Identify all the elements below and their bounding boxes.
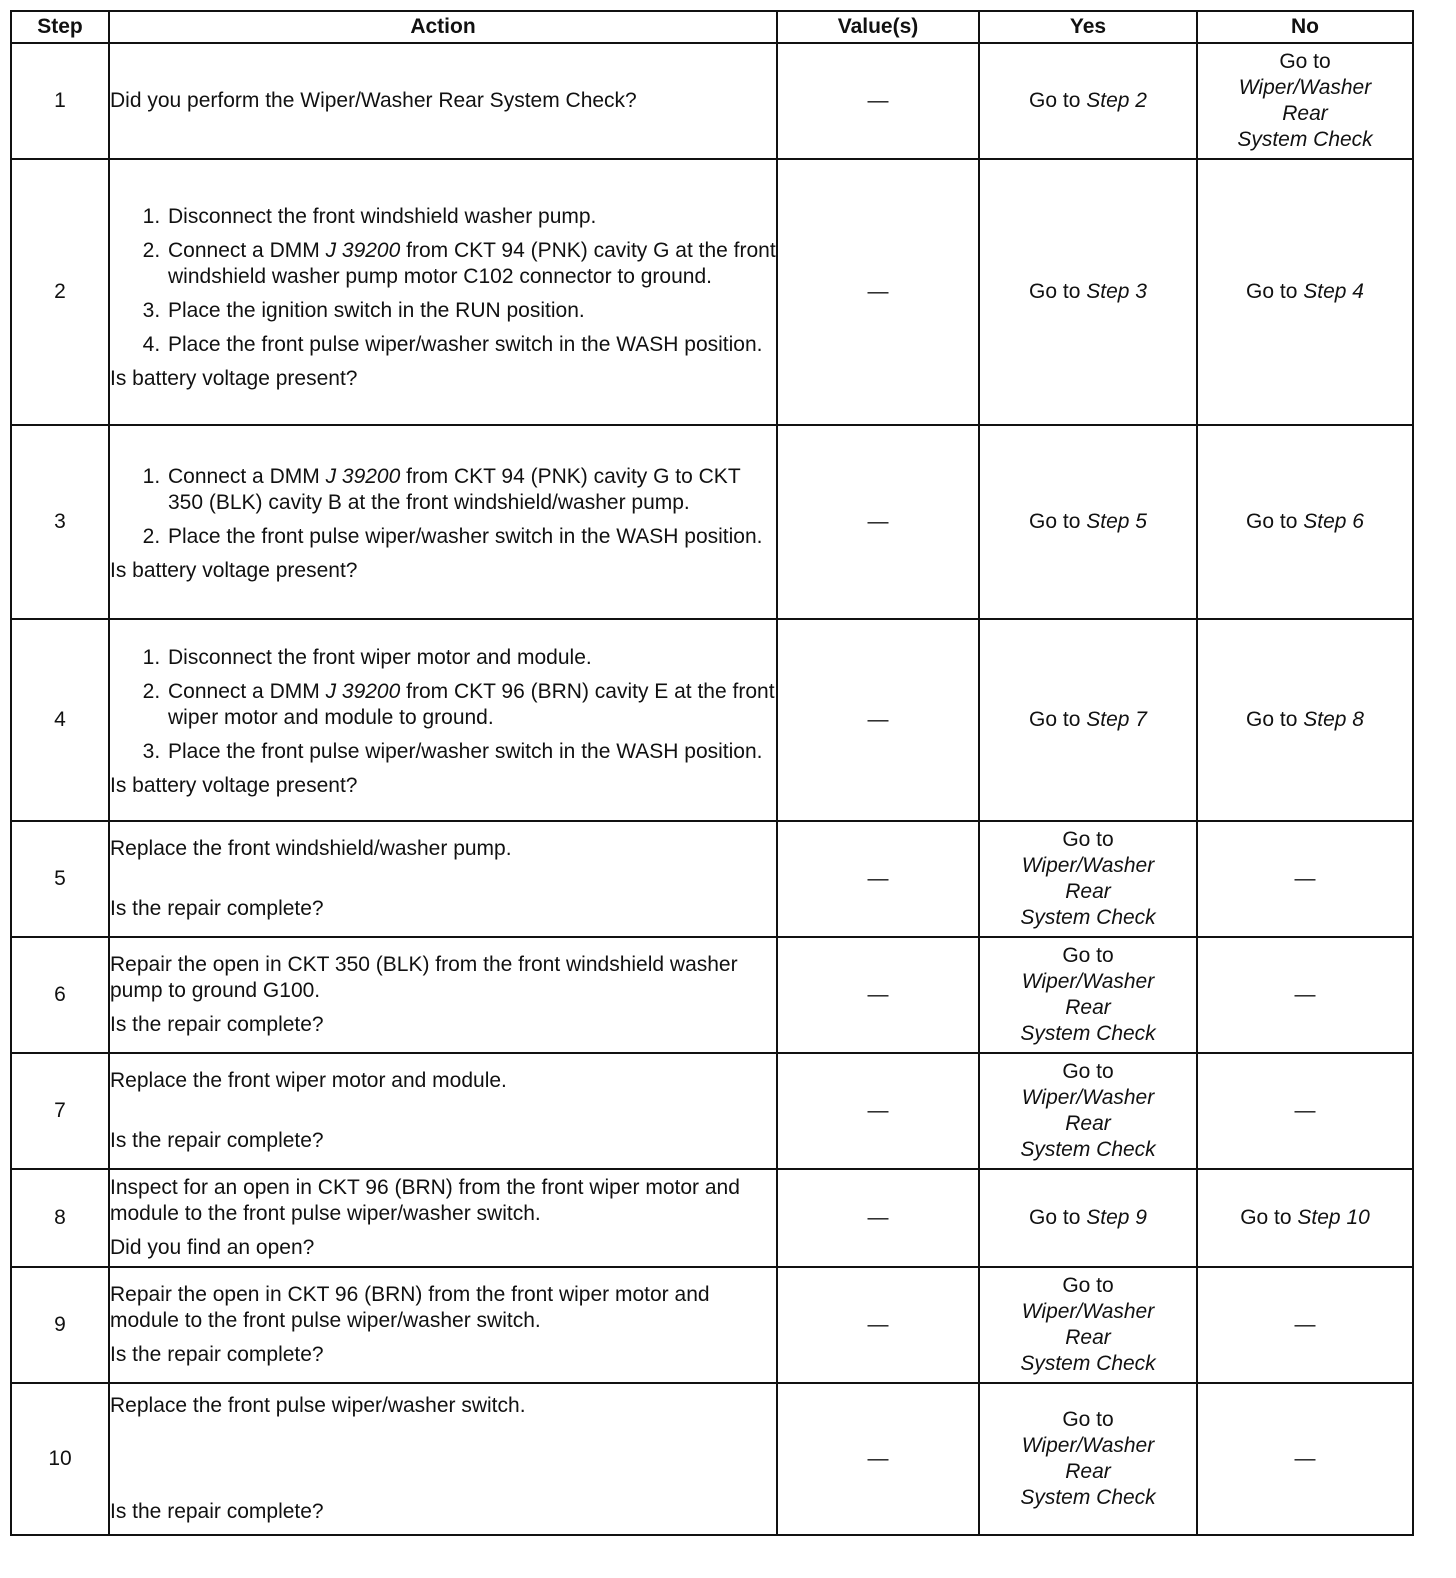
- check-line-3: System Check: [1020, 1352, 1156, 1375]
- goto-step: Step 9: [1086, 1206, 1147, 1229]
- list-item: 2. Place the front pulse wiper/washer switch in the WASH position.: [166, 524, 776, 550]
- action-text: Repair the open in CKT 350 (BLK) from the front windshield washer pump to ground G100.: [110, 953, 738, 1002]
- yes-cell: Go to Wiper/Washer Rear System Check: [979, 1383, 1197, 1535]
- action-text: Replace the front pulse wiper/washer switch.: [110, 1394, 526, 1417]
- check-line-2: Rear: [1065, 996, 1111, 1019]
- no-cell: Go to Step 8: [1197, 619, 1413, 821]
- header-action: Action: [109, 11, 777, 43]
- header-step: Step: [11, 11, 109, 43]
- table-row: [11, 619, 1413, 821]
- action-steps: [110, 464, 776, 550]
- step-number: 4: [11, 619, 109, 821]
- action-cell: [109, 1383, 777, 1535]
- value-cell: —: [777, 1267, 979, 1383]
- list-item: 3. Place the front pulse wiper/washer switch in the WASH position.: [166, 739, 776, 765]
- table-row: [11, 425, 1413, 619]
- check-line-3: System Check: [1020, 1022, 1156, 1045]
- list-item: 1. Disconnect the front wiper motor and module.: [166, 645, 776, 671]
- no-cell: Go to Step 10: [1197, 1169, 1413, 1267]
- action-question: Is battery voltage present?: [110, 559, 358, 582]
- table-row: [11, 821, 1413, 937]
- yes-cell: Go to Wiper/Washer Rear System Check: [979, 821, 1197, 937]
- table-row: [11, 1169, 1413, 1267]
- list-item: 3. Place the ignition switch in the RUN position.: [166, 298, 776, 324]
- step-number: 8: [11, 1169, 109, 1267]
- table-row: [11, 1383, 1413, 1535]
- no-cell: —: [1197, 821, 1413, 937]
- action-steps: [110, 204, 776, 358]
- action-cell: [109, 43, 777, 159]
- table-row: [11, 1267, 1413, 1383]
- yes-cell: Go to Step 9: [979, 1169, 1197, 1267]
- goto-step: Step 4: [1303, 280, 1364, 303]
- step-number: 10: [11, 1383, 109, 1535]
- header-values: Value(s): [777, 11, 979, 43]
- action-text: Repair the open in CKT 96 (BRN) from the front wiper motor and module to the front pulse wiper/washer switch.: [110, 1283, 710, 1332]
- value-cell: —: [777, 159, 979, 425]
- step-number: 3: [11, 425, 109, 619]
- value-cell: —: [777, 1169, 979, 1267]
- yes-cell: Go to Wiper/Washer Rear System Check: [979, 1267, 1197, 1383]
- no-cell: [1197, 43, 1413, 159]
- action-cell: [109, 1053, 777, 1169]
- step-number: 9: [11, 1267, 109, 1383]
- action-question: Is battery voltage present?: [110, 774, 358, 797]
- check-line-1: Wiper/Washer: [1021, 854, 1155, 877]
- check-line-3: System Check: [1020, 1486, 1156, 1509]
- no-cell: Go to Step 4: [1197, 159, 1413, 425]
- step-number: 1: [11, 43, 109, 159]
- action-question: Is battery voltage present?: [110, 367, 358, 390]
- goto-step: Step 2: [1086, 89, 1147, 112]
- check-line-2: Rear: [1065, 1326, 1111, 1349]
- action-question: Is the repair complete?: [110, 1500, 324, 1523]
- check-line-1: Wiper/Washer: [1238, 76, 1372, 99]
- list-item: 4. Place the front pulse wiper/washer switch in the WASH position.: [166, 332, 776, 358]
- check-line-2: Rear: [1065, 1460, 1111, 1483]
- value-cell: —: [777, 425, 979, 619]
- no-cell: —: [1197, 1053, 1413, 1169]
- value-cell: —: [777, 1053, 979, 1169]
- step-number: 2: [11, 159, 109, 425]
- yes-cell: Go to Wiper/Washer Rear System Check: [979, 1053, 1197, 1169]
- yes-cell: Go to Step 5: [979, 425, 1197, 619]
- action-text: Did you perform the Wiper/Washer Rear System Check?: [110, 89, 637, 112]
- list-item: 2. Connect a DMM J 39200 from CKT 94 (PNK) cavity G at the front windshield washer pump motor C102 connector to ground.: [166, 238, 776, 290]
- value-cell: —: [777, 619, 979, 821]
- check-line-1: Wiper/Washer: [1021, 970, 1155, 993]
- action-cell: [109, 821, 777, 937]
- action-cell: [109, 1267, 777, 1383]
- no-cell: —: [1197, 1383, 1413, 1535]
- yes-cell: Go to Step 7: [979, 619, 1197, 821]
- goto-step: Step 7: [1086, 708, 1147, 731]
- check-line-2: Rear: [1065, 1112, 1111, 1135]
- header-row: [11, 11, 1413, 43]
- action-cell: [109, 619, 777, 821]
- goto-step: Step 6: [1303, 510, 1364, 533]
- no-cell: Go to Step 6: [1197, 425, 1413, 619]
- list-item: 1. Disconnect the front windshield washer pump.: [166, 204, 776, 230]
- table-row: [11, 937, 1413, 1053]
- goto-step: Step 8: [1303, 708, 1364, 731]
- check-line-1: Wiper/Washer: [1021, 1086, 1155, 1109]
- value-cell: —: [777, 1383, 979, 1535]
- header-yes: Yes: [979, 11, 1197, 43]
- goto-step: Step 10: [1297, 1206, 1370, 1229]
- check-line-3: System Check: [1020, 1138, 1156, 1161]
- action-cell: [109, 159, 777, 425]
- action-cell: [109, 425, 777, 619]
- action-question: Did you find an open?: [110, 1236, 315, 1259]
- header-no: No: [1197, 11, 1413, 43]
- action-question: Is the repair complete?: [110, 1343, 324, 1366]
- action-text: Replace the front windshield/washer pump.: [110, 837, 512, 860]
- yes-cell: Go to Wiper/Washer Rear System Check: [979, 937, 1197, 1053]
- table-row: [11, 1053, 1413, 1169]
- table-row: [11, 159, 1413, 425]
- check-line-2: Rear: [1065, 880, 1111, 903]
- value-cell: —: [777, 43, 979, 159]
- check-line-2: Rear: [1282, 102, 1328, 125]
- step-number: 5: [11, 821, 109, 937]
- action-steps: [110, 645, 776, 765]
- no-cell: —: [1197, 1267, 1413, 1383]
- goto-label: Go to: [1029, 89, 1081, 112]
- goto-label: Go to: [1279, 50, 1331, 73]
- action-cell: [109, 937, 777, 1053]
- yes-cell: Go to Step 3: [979, 159, 1197, 425]
- list-item: 1. Connect a DMM J 39200 from CKT 94 (PNK) cavity G to CKT 350 (BLK) cavity B at the front windshield/washer pump.: [166, 464, 776, 516]
- step-number: 6: [11, 937, 109, 1053]
- value-cell: —: [777, 821, 979, 937]
- check-line-3: System Check: [1020, 906, 1156, 929]
- action-question: Is the repair complete?: [110, 1129, 324, 1152]
- step-number: 7: [11, 1053, 109, 1169]
- action-question: Is the repair complete?: [110, 1013, 324, 1036]
- table-row: [11, 43, 1413, 159]
- check-line-1: Wiper/Washer: [1021, 1300, 1155, 1323]
- action-cell: [109, 1169, 777, 1267]
- no-cell: —: [1197, 937, 1413, 1053]
- check-line-1: Wiper/Washer: [1021, 1434, 1155, 1457]
- goto-step: Step 5: [1086, 510, 1147, 533]
- action-question: Is the repair complete?: [110, 897, 324, 920]
- list-item: 2. Connect a DMM J 39200 from CKT 96 (BRN) cavity E at the front wiper motor and module to ground.: [166, 679, 776, 731]
- goto-step: Step 3: [1086, 280, 1147, 303]
- action-text: Inspect for an open in CKT 96 (BRN) from the front wiper motor and module to the front pulse wiper/washer switch.: [110, 1176, 740, 1225]
- yes-cell: [979, 43, 1197, 159]
- diagnostic-table: [10, 10, 1414, 1536]
- check-line-3: System Check: [1237, 128, 1373, 151]
- value-cell: —: [777, 937, 979, 1053]
- action-text: Replace the front wiper motor and module.: [110, 1069, 507, 1092]
